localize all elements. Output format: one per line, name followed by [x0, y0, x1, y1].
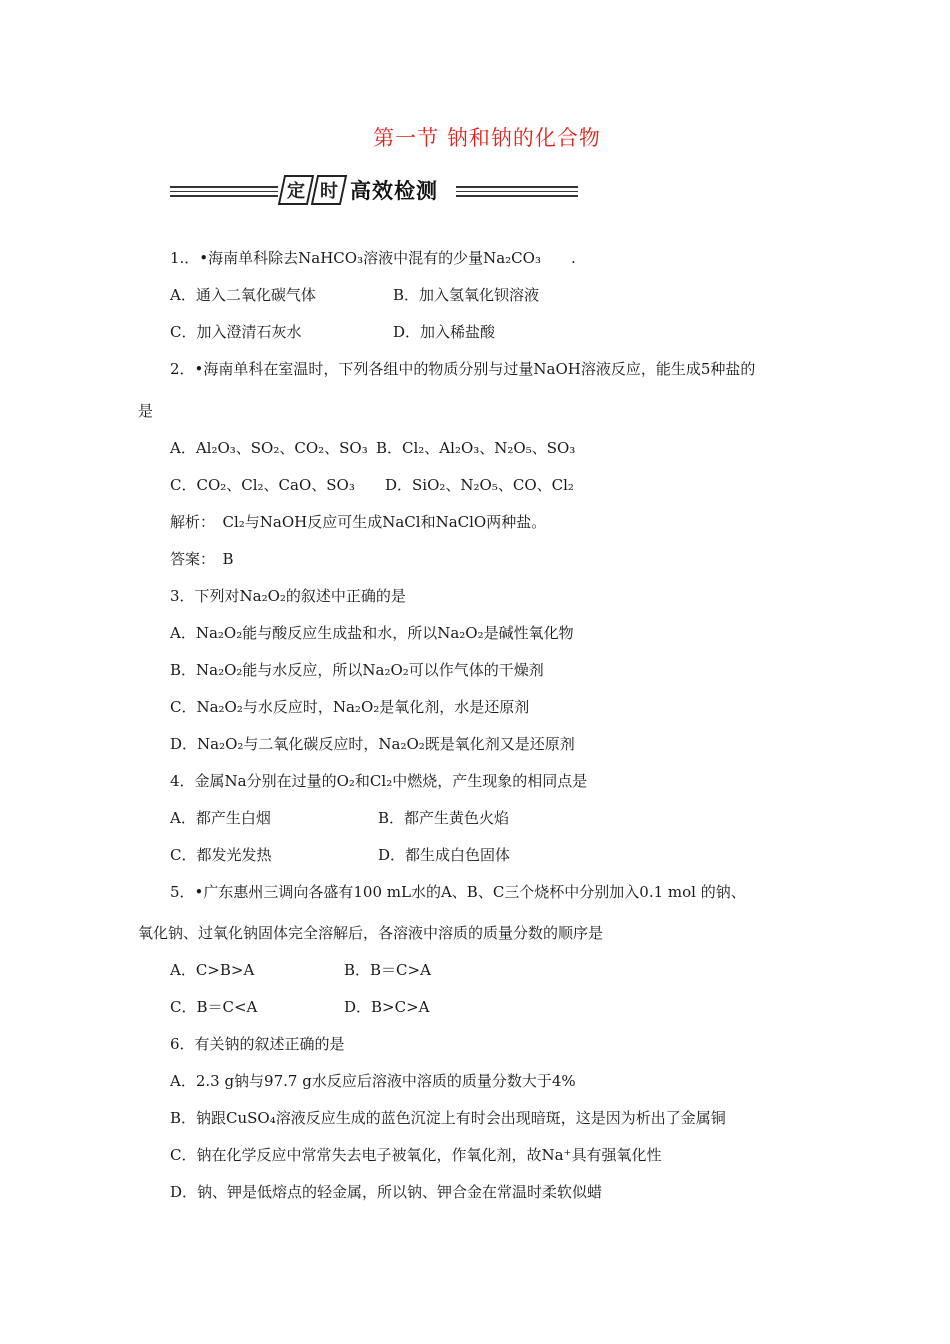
- q5-option-c: C．B＝C<A: [170, 998, 258, 1016]
- q2-answer: 答案： B: [170, 550, 234, 568]
- q3-option-b: B．Na₂O₂能与水反应，所以Na₂O₂可以作气体的干燥剂: [170, 661, 544, 679]
- q6-option-a: A．2.3 g钠与97.7 g水反应后溶液中溶质的质量分数大于4%: [170, 1072, 576, 1090]
- q4-option-a: A．都产生白烟: [170, 809, 271, 827]
- q6-option-d: D．钠、钾是低熔点的轻金属，所以钠、钾合金在常温时柔软似蜡: [170, 1183, 603, 1201]
- question-1-stem: 1.．•海南单科除去NaHCO₃溶液中混有的少量Na₂CO₃ .: [170, 249, 576, 267]
- page-title: 第一节 钠和钠的化合物: [373, 126, 601, 150]
- banner-badge: 定: [278, 175, 314, 205]
- question-6-stem: 6．有关钠的叙述正确的是: [170, 1035, 345, 1053]
- q3-option-c: C．Na₂O₂与水反应时，Na₂O₂是氧化剂，水是还原剂: [170, 698, 530, 716]
- banner-text: 高效检测: [350, 179, 438, 203]
- q1-option-d: D．加入稀盐酸: [393, 323, 496, 341]
- q3-option-d: D．Na₂O₂与二氧化碳反应时，Na₂O₂既是氧化剂又是还原剂: [170, 735, 575, 753]
- q4-option-b: B．都产生黄色火焰: [378, 809, 510, 827]
- q2-option-d: D．SiO₂、N₂O₅、CO、Cl₂: [385, 476, 574, 494]
- q2-option-b: B．Cl₂、Al₂O₃、N₂O₅、SO₃: [376, 439, 576, 457]
- q2-analysis: 解析： Cl₂与NaOH反应可生成NaCl和NaClO两种盐。: [170, 513, 547, 531]
- q2-option-a: A．Al₂O₃、SO₂、CO₂、SO₃: [170, 439, 368, 457]
- q4-option-c: C．都发光发热: [170, 846, 272, 864]
- q1-option-b: B．加入氢氧化钡溶液: [393, 286, 540, 304]
- q1-option-c: C．加入澄清石灰水: [170, 323, 302, 341]
- banner-label-box: [278, 172, 456, 208]
- section-banner: [170, 172, 578, 210]
- q4-option-d: D．都生成白色固体: [378, 846, 511, 864]
- q5-option-a: A．C>B>A: [170, 961, 255, 979]
- q6-option-b: B．钠跟CuSO₄溶液反应生成的蓝色沉淀上有时会出现暗斑，这是因为析出了金属铜: [170, 1109, 726, 1127]
- q5-option-b: B．B＝C>A: [344, 961, 431, 979]
- q3-option-a: A．Na₂O₂能与酸反应生成盐和水，所以Na₂O₂是碱性氧化物: [170, 624, 574, 642]
- question-2-stem: 2．•海南单科在室温时，下列各组中的物质分别与过量NaOH溶液反应，能生成5种盐的: [170, 360, 756, 378]
- question-3-stem: 3．下列对Na₂O₂的叙述中正确的是: [170, 587, 406, 605]
- q6-option-c: C．钠在化学反应中常常失去电子被氧化，作氧化剂，故Na⁺具有强氧化性: [170, 1146, 662, 1164]
- question-5-stem-cont: 氧化钠、过氧化钠固体完全溶解后，各溶液中溶质的质量分数的顺序是: [138, 924, 604, 942]
- question-4-stem: 4．金属Na分别在过量的O₂和Cl₂中燃烧，产生现象的相同点是: [170, 772, 588, 790]
- banner-badge: 时: [311, 175, 347, 205]
- q2-option-c: C．CO₂、Cl₂、CaO、SO₃: [170, 476, 355, 494]
- question-2-stem-cont: 是: [138, 402, 154, 420]
- q1-option-a: A．通入二氧化碳气体: [170, 286, 316, 304]
- q5-option-d: D．B>C>A: [344, 998, 430, 1016]
- question-5-stem: 5．•广东惠州三调向各盛有100 mL水的A、B、C三个烧杯中分别加入0.1 mol 的钠、: [170, 883, 746, 901]
